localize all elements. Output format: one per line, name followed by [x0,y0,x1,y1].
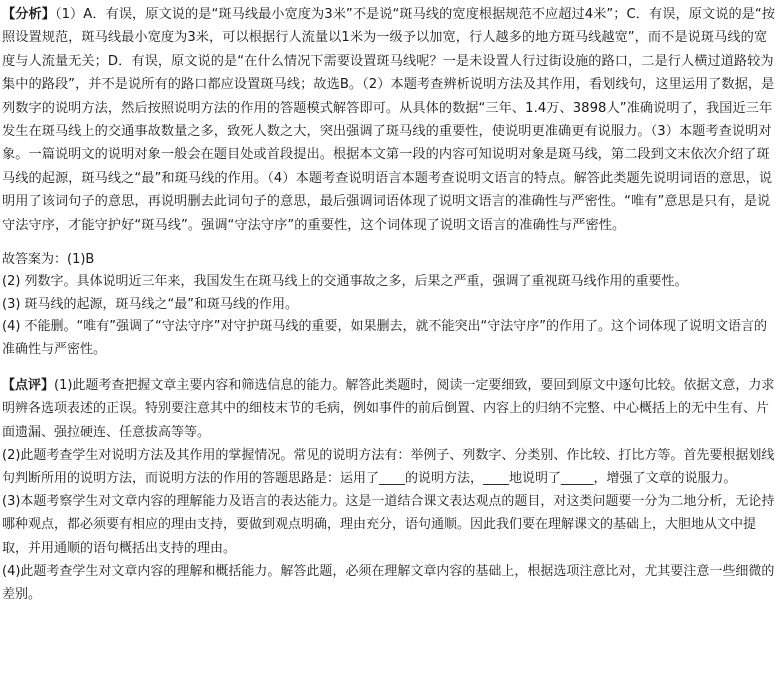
answers-section [2,249,777,361]
answer-line: (4) 不能删。“唯有”强调了“守法守序”对守护斑马线的重要，如果删去，就不能突出“守法守序”的作用了。这个词体现了说明文语言的准确性与严密性。 [2,319,767,357]
answer-line: (2) 列数字。具体说明近三年来，我国发生在斑马线上的交通事故之多，后果之严重，强调了重视斑马线作用的重要性。 [2,274,688,290]
review-section [2,374,777,606]
review-tag: 【点评】 [2,378,55,394]
analysis-text: （1）A．有误，原文说的是“斑马线最小宽度为3米”不是说“斑马线的宽度根据规范不应超过4米”；C．有误，原文说的是“按照设置规范，斑马线最小宽度为3米，可以根据行人流量以1米为一级予以加宽，行人越多的地方斑马线越宽”，而不是说斑马线的宽度与人流量无关；D．有误，原文说的是“在什么情况下需要设置斑马线呢？一是未设置人行过街设施的路口，二是行人横过道路较为集中的路段”，并不是说所有的路口都应设置斑马线；故选B。（2）本题考查辨析说明方法及其作用，看划线句，这里运用了数据，是列数字的说明方法，然后按照说明方法的作用的答题模式解答即可。从具体的数据“三年、1.4万、3898人”准确说明了，我国近三年发生在斑马线上的交通事故数量之多，致死人数之大，突出强调了斑马线的重要性，使说明更准确更有说服力。（3）本题考查说明对象。一篇说明文的说明对象一般会在题目处或首段提出。根据本文第一段的内容可知说明对象是斑马线，第二段到文末依次介绍了斑马线的起源，斑马线之“最”和斑马线的作用。（4）本题考查说明语言本题考查说明文语言的特点。解答此类题先说明词语的意思，说明用了该词句子的意思，再说明删去此词句子的意思，最后强调词语体现了说明文语言的准确性与严密性。“唯有”意思是只有，是说守法守序，才能守护好“斑马线”。强调“守法守序”的重要性，这个词体现了说明文语言的准确性与严密性。 [2,7,776,233]
review-item-text: (1)此题考查把握文章主要内容和筛选信息的能力。解答此类题时，阅读一定要细致，要回到原文中逐句比较。依据文意，力求明辨各选项表述的正误。特别要注意其中的细枝末节的毛病，例如事件的前后倒置、内容上的归纳不完整、中心概括上的无中生有、片面遗漏、强拉硬连、任意拔高等等。 [2,378,775,440]
answer-line: 故答案为：(1)B [2,252,95,268]
review-item [2,374,777,444]
review-item: (3)本题考察学生对文章内容的理解能力及语言的表达能力。这是一道结合课文表达观点的题目，对这类问题要一分为二地分析，无论持哪种观点，都必须要有相应的理由支持，要做到观点明确，理由充分，语句通顺。因此我们要在理解课文的基础上，大胆地从文中提取，并用通顺的语句概括出支持的理由。 [2,494,775,556]
analysis-paragraph [2,3,777,237]
review-item: (4)此题考查学生对文章内容的理解和概括能力。解答此题，必须在理解文章内容的基础上，根据选项注意比对，尤其要注意一些细微的差别。 [2,563,775,602]
analysis-tag: 【分析】 [2,7,55,22]
answer-line: (3) 斑马线的起源，斑马线之“最”和斑马线的作用。 [2,296,299,312]
review-item: (2)此题考查学生对说明方法及其作用的掌握情况。常见的说明方法有：举例子、列数字、分类别、作比较、打比方等。首先要根据划线句判断所用的说明方法，而说明方法的作用的答题思路是：运用了____的说明方法，____地说明了_____，增强了文章的说服力。 [2,447,775,486]
analysis-section [2,3,777,237]
